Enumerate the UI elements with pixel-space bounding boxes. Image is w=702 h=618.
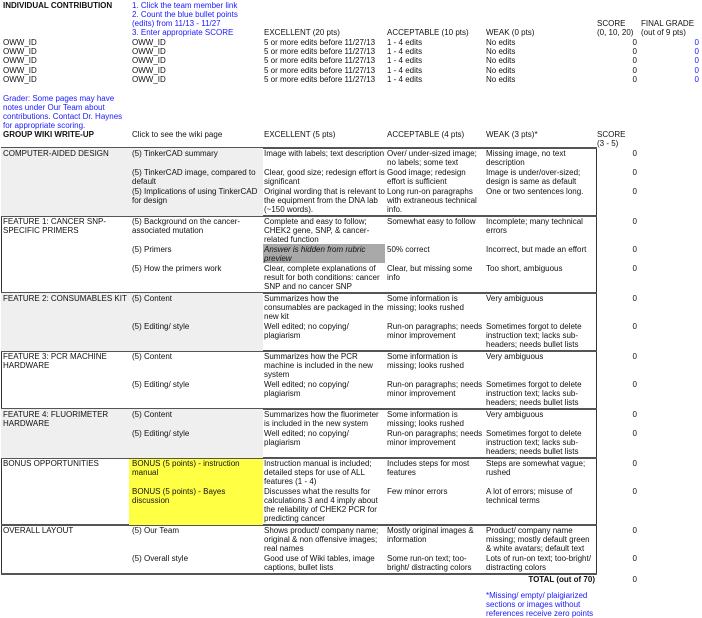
criteria-acceptable: 1 - 4 edits <box>387 47 423 57</box>
section-name: FEATURE 3: PCR MACHINE HARDWARE <box>3 352 107 370</box>
criterion: (5) Primers <box>132 245 172 254</box>
criteria-excellent: 5 or more edits before 11/27/13 <box>264 38 376 47</box>
criteria-acceptable: Run-on paragraphs; needs minor improvement <box>387 429 483 447</box>
score-input[interactable]: 0 <box>632 352 637 361</box>
footnote: sections or images without <box>486 600 581 609</box>
group-header-score-range: (3 - 5) <box>597 139 619 148</box>
score-input[interactable]: 0 <box>632 168 637 177</box>
criteria-excellent: Complete and easy to follow; CHEK2 gene, SNP, & cancer-related function <box>264 217 370 244</box>
criteria-excellent: Original wording that is relevant to the equipment from the DNA lab (~150 words). <box>264 187 385 214</box>
score-input[interactable]: 0 <box>632 56 637 66</box>
score-input[interactable]: 0 <box>632 380 637 389</box>
grader-note: Grader: Some pages may have <box>3 94 115 103</box>
criteria-weak: One or two sentences long. <box>486 187 584 196</box>
final-grade: 0 <box>694 74 699 84</box>
member-link[interactable]: OWW_ID <box>132 38 166 47</box>
section-name: FEATURE 4: FLUORIMETER HARDWARE <box>3 410 109 428</box>
grader-note: notes under Our Team about <box>3 103 105 112</box>
criterion: (5) Content <box>132 294 173 303</box>
criteria-weak: Steps are somewhat vague; rushed <box>486 459 586 477</box>
score-input[interactable]: 0 <box>632 487 637 496</box>
group-header-acceptable: ACCEPTABLE (4 pts) <box>387 130 465 139</box>
score-input[interactable]: 0 <box>632 38 637 47</box>
criteria-acceptable: Long run-on paragraphs with extraneous technical info. <box>387 187 477 214</box>
criteria-weak: No edits <box>486 56 516 66</box>
header-final-grade: FINAL GRADE <box>641 19 695 28</box>
criteria-weak: Sometimes forgot to delete instruction text; lacks sub-headers; needs bullet lists <box>486 429 582 456</box>
criteria-weak: No edits <box>486 38 516 47</box>
member-id: OWW_ID <box>3 65 37 75</box>
criteria-acceptable: 1 - 4 edits <box>387 74 423 84</box>
criteria-excellent: 5 or more edits before 11/27/13 <box>264 65 376 75</box>
criterion: (5) Our Team <box>132 526 179 535</box>
score-input[interactable]: 0 <box>632 459 637 468</box>
header-score: SCORE <box>597 19 626 28</box>
criterion: (5) Editing/ style <box>132 322 190 331</box>
section-name: COMPUTER-AIDED DESIGN <box>3 149 109 158</box>
criteria-acceptable: Includes steps for most features <box>387 459 470 477</box>
section-name: FEATURE 2: CONSUMABLES KIT <box>3 294 127 303</box>
score-input[interactable]: 0 <box>632 47 637 57</box>
section-name: BONUS OPPORTUNITIES <box>3 459 99 468</box>
wiki-link-label[interactable]: Click to see the wiki page <box>132 130 223 139</box>
criteria-weak: Very ambiguous <box>486 352 544 361</box>
criteria-acceptable: Somewhat easy to follow <box>387 217 476 226</box>
total-label: TOTAL (out of 70) <box>528 575 595 584</box>
criteria-acceptable: Good image; redesign effort is sufficient <box>387 168 466 186</box>
criterion: BONUS (5 points) - Bayes discussion <box>132 487 226 505</box>
criterion: (5) Editing/ style <box>132 380 190 389</box>
criteria-excellent: Summarizes how the fluorimeter is included in the new system <box>264 410 379 428</box>
criteria-excellent: 5 or more edits before 11/27/13 <box>264 74 376 84</box>
score-input[interactable]: 0 <box>632 149 637 158</box>
criteria-weak: Missing image, no text description <box>486 149 566 167</box>
score-input[interactable]: 0 <box>632 245 637 254</box>
instruction-line: 1. Click the team member link <box>132 1 238 10</box>
criteria-excellent: Summarizes how the PCR machine is included in the new system <box>264 352 373 379</box>
final-grade: 0 <box>694 56 699 66</box>
criteria-acceptable: Clear, but missing some info <box>387 264 473 282</box>
instruction-line: 3. Enter appropriate SCORE <box>132 28 234 37</box>
member-link[interactable]: OWW_ID <box>132 74 166 84</box>
score-input[interactable]: 0 <box>632 264 637 273</box>
criteria-weak: Sometimes forgot to delete instruction text; lacks sub-headers; needs bullet lists <box>486 322 582 349</box>
final-grade: 0 <box>694 47 699 57</box>
criterion: (5) TinkerCAD image, compared to default <box>132 168 256 186</box>
group-header-excellent: EXCELLENT (5 pts) <box>264 130 336 139</box>
footnote: *Missing/ empty/ plaigiarized <box>486 591 588 600</box>
section-name: FEATURE 1: CANCER SNP-SPECIFIC PRIMERS <box>3 217 106 235</box>
criteria-weak: Image is under/over-sized; design is same as default <box>486 168 581 186</box>
criteria-excellent: 5 or more edits before 11/27/13 <box>264 56 376 66</box>
score-input[interactable]: 0 <box>632 65 637 75</box>
criteria-excellent: Clear, good size; redesign effort is significant <box>264 168 385 186</box>
score-input[interactable]: 0 <box>632 410 637 419</box>
member-id: OWW_ID <box>3 74 37 84</box>
criteria-weak: Very ambiguous <box>486 410 544 419</box>
instruction-line: (edits) from 11/13 - 11/27 <box>132 19 221 28</box>
score-input[interactable]: 0 <box>632 217 637 226</box>
header-acceptable: ACCEPTABLE (10 pts) <box>387 28 469 37</box>
criteria-weak: Too short, ambiguous <box>486 264 563 273</box>
criteria-weak: Very ambiguous <box>486 294 544 303</box>
criteria-excellent: Well edited; no copying/ plagiarism <box>264 322 349 340</box>
criterion: (5) Background on the cancer-associated mutation <box>132 217 241 235</box>
criteria-weak: No edits <box>486 47 516 57</box>
member-link[interactable]: OWW_ID <box>132 65 166 75</box>
criteria-weak: Lots of run-on text; too-bright/ distracting colors <box>486 554 591 572</box>
criteria-weak: No edits <box>486 74 516 84</box>
criterion: (5) Content <box>132 352 173 361</box>
criteria-acceptable: 1 - 4 edits <box>387 56 423 66</box>
group-header-score: SCORE <box>597 130 626 139</box>
score-input[interactable]: 0 <box>632 429 637 438</box>
criteria-excellent: Answer is hidden from rubric preview <box>264 245 366 263</box>
criteria-weak: Sometimes forgot to delete instruction text; lacks sub-headers; needs bullet lists <box>486 380 582 407</box>
group-title: GROUP WIKI WRITE-UP <box>3 130 94 139</box>
criterion: (5) How the primers work <box>132 264 222 273</box>
criterion: (5) Implications of using TinkerCAD for design <box>132 187 258 205</box>
header-weak: WEAK (0 pts) <box>486 28 535 37</box>
score-input[interactable]: 0 <box>632 74 637 84</box>
member-id: OWW_ID <box>3 56 37 66</box>
criteria-acceptable: Mostly original images & information <box>387 526 474 544</box>
criteria-acceptable: 1 - 4 edits <box>387 38 423 47</box>
criteria-acceptable: Some run-on text; too-bright/ distracting colors <box>387 554 472 572</box>
header-score-range: (0, 10, 20) <box>597 28 634 37</box>
criteria-acceptable: 50% correct <box>387 245 430 254</box>
group-header-weak: WEAK (3 pts)* <box>486 130 538 139</box>
individual-title: INDIVIDUAL CONTRIBUTION <box>3 1 113 10</box>
criteria-excellent: Image with labels; text description <box>264 149 385 158</box>
final-grade: 0 <box>694 38 699 47</box>
criteria-weak: Incorrect, but made an effort <box>486 245 587 254</box>
score-input[interactable]: 0 <box>632 526 637 535</box>
member-id: OWW_ID <box>3 47 37 57</box>
criterion: (5) Editing/ style <box>132 429 190 438</box>
criterion: (5) Content <box>132 410 173 419</box>
criteria-acceptable: Over/ under-sized image; no labels; some text <box>387 149 477 167</box>
criteria-excellent: Well edited; no copying/ plagiarism <box>264 429 349 447</box>
criterion: (5) Overall style <box>132 554 189 563</box>
footnote: references receive zero points <box>486 609 594 618</box>
total-value: 0 <box>632 575 637 584</box>
criteria-weak: No edits <box>486 65 516 75</box>
grader-note: contributions. Contact Dr. Haynes <box>3 112 123 121</box>
criteria-weak: Incomplete; many technical errors <box>486 217 583 235</box>
score-input[interactable]: 0 <box>632 187 637 196</box>
criteria-acceptable: Run-on paragraphs; needs minor improvement <box>387 380 483 398</box>
criteria-excellent: Clear, complete explanations of result for both conditions: cancer SNP and no cancer SNP <box>264 264 380 291</box>
criteria-acceptable: Some information is missing; looks rushed <box>387 294 464 312</box>
header-final-range: (out of 9 pts) <box>641 28 686 37</box>
criteria-excellent: Well edited; no copying/ plagiarism <box>264 380 349 398</box>
final-grade: 0 <box>694 65 699 75</box>
member-link[interactable]: OWW_ID <box>132 56 166 66</box>
score-input[interactable]: 0 <box>632 322 637 331</box>
criteria-excellent: Discusses what the results for calculations 3 and 4 imply about the reliability of CHEK2 PCR for predicting cancer <box>264 487 378 523</box>
member-id: OWW_ID <box>3 38 37 47</box>
criteria-excellent: Shows product/ company name; original & non offensive images; real names <box>264 526 379 553</box>
header-excellent: EXCELLENT (20 pts) <box>264 28 340 37</box>
criterion: (5) TinkerCAD summary <box>132 149 218 158</box>
criteria-acceptable: Few minor errors <box>387 487 448 496</box>
grader-note: for appropriate scoring. <box>3 121 86 130</box>
criteria-excellent: Instruction manual is included; detailed steps for use of ALL features (1 - 4) <box>264 459 372 486</box>
criteria-excellent: Good use of Wiki tables, image captions, bullet lists <box>264 554 375 572</box>
member-link[interactable]: OWW_ID <box>132 47 166 57</box>
instruction-line: 2. Count the blue bullet points <box>132 10 238 19</box>
section-name: OVERALL LAYOUT <box>3 526 74 535</box>
score-input[interactable]: 0 <box>632 554 637 563</box>
criteria-excellent: 5 or more edits before 11/27/13 <box>264 47 376 57</box>
criteria-acceptable: 1 - 4 edits <box>387 65 423 75</box>
table-right-border <box>596 147 597 574</box>
criteria-weak: A lot of errors; misuse of technical terms <box>486 487 573 505</box>
criteria-excellent: Summarizes how the consumables are packaged in the new kit <box>264 294 384 321</box>
score-input[interactable]: 0 <box>632 294 637 303</box>
criteria-acceptable: Some information is missing; looks rushed <box>387 352 464 370</box>
criteria-acceptable: Run-on paragraphs; needs minor improvement <box>387 322 483 340</box>
criteria-acceptable: Some information is missing; looks rushed <box>387 410 464 428</box>
criterion: BONUS (5 points) - instruction manual <box>132 459 240 477</box>
criteria-weak: Product/ company name missing; mostly default green & white avatars; default text <box>486 526 590 553</box>
